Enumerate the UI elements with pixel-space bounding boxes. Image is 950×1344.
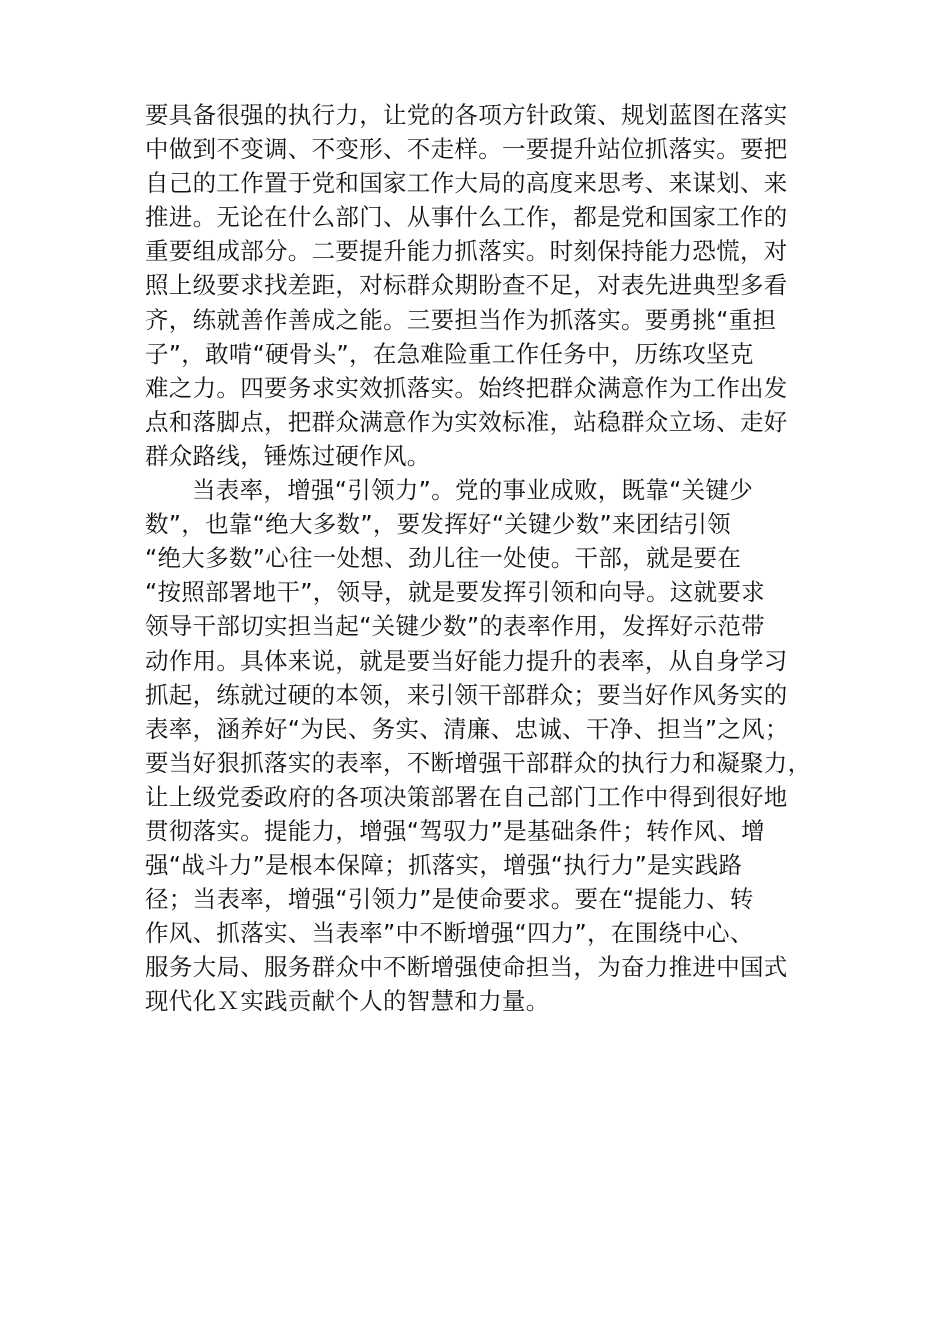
text-line: 子”，敢啃“硬骨头”，在急难险重工作任务中，历练攻坚克 <box>145 339 754 368</box>
text-line: “绝大多数”心往一处想、劲儿往一处使。干部，就是要在 <box>145 544 742 573</box>
text-line: 现代化Ｘ实践贡献个人的智慧和力量。 <box>145 987 550 1016</box>
text-line: 动作用。具体来说，就是要当好能力提升的表率，从自身学习 <box>145 646 788 675</box>
paragraph-start-line: 当表率，增强“引领力”。党的事业成败，既靠“关键少 <box>192 476 754 505</box>
text-line: “按照部署地干”，领导，就是要发挥引领和向导。这就要求 <box>145 578 765 607</box>
text-line: 贯彻落实。提能力，增强“驾驭力”是基础条件；转作风、增 <box>145 816 765 845</box>
text-line: 照上级要求找差距，对标群众期盼查不足，对表先进典型多看 <box>145 271 788 300</box>
text-line: 要当好狠抓落实的表率，不断增强干部群众的执行力和凝聚力， <box>145 748 812 777</box>
text-line: 难之力。四要务求实效抓落实。始终把群众满意作为工作出发 <box>145 373 788 402</box>
text-line: 群众路线，锤炼过硬作风。 <box>145 441 431 470</box>
text-line: 作风、抓落实、当表率”中不断增强“四力”，在围绕中心、 <box>145 919 754 948</box>
text-line: 让上级党委政府的各项决策部署在自己部门工作中得到很好地 <box>145 782 788 811</box>
text-line: 领导干部切实担当起“关键少数”的表率作用，发挥好示范带 <box>145 612 765 641</box>
text-line: 自己的工作置于党和国家工作大局的高度来思考、来谋划、来 <box>145 169 788 198</box>
text-line: 重要组成部分。二要提升能力抓落实。时刻保持能力恐慌，对 <box>145 237 788 266</box>
text-line: 要具备很强的执行力，让党的各项方针政策、规划蓝图在落实 <box>145 101 788 129</box>
text-line: 强“战斗力”是根本保障；抓落实，增强“执行力”是实践路 <box>145 851 743 880</box>
text-line: 推进。无论在什么部门、从事什么工作，都是党和国家工作的 <box>145 203 788 232</box>
text-line: 服务大局、服务群众中不断增强使命担当，为奋力推进中国式 <box>145 953 788 982</box>
text-line: 抓起，练就过硬的本领，来引领干部群众；要当好作风务实的 <box>145 680 788 709</box>
text-line: 点和落脚点，把群众满意作为实效标准，站稳群众立场、走好 <box>145 407 788 436</box>
text-line: 表率，涵养好“为民、务实、清廉、忠诚、干净、担当”之风； <box>145 714 789 743</box>
text-line: 中做到不变调、不变形、不走样。一要提升站位抓落实。要把 <box>145 135 788 164</box>
text-line: 齐，练就善作善成之能。三要担当作为抓落实。要勇挑“重担 <box>145 305 777 334</box>
body-text <box>145 98 815 1019</box>
text-line: 径；当表率，增强“引领力”是使命要求。要在“提能力、转 <box>145 885 754 914</box>
text-line: 数”，也靠“绝大多数”，要发挥好“关键少数”来团结引领 <box>145 510 731 539</box>
